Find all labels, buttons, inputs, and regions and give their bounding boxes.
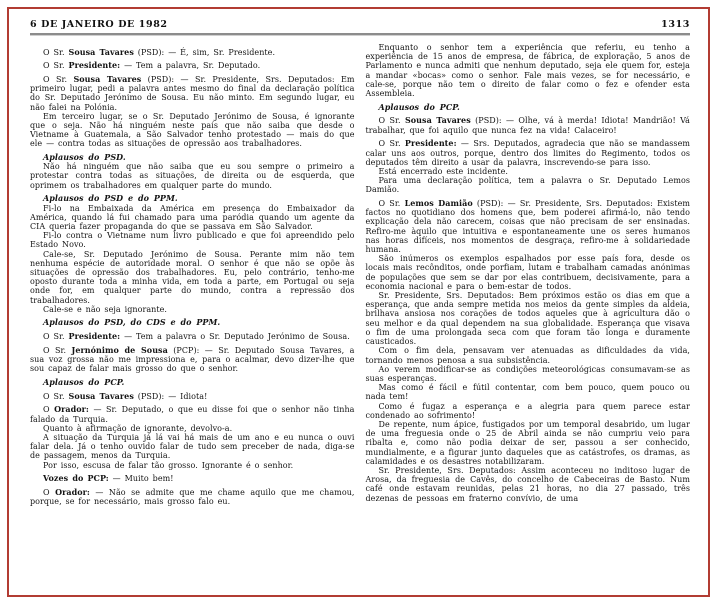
speech-paragraph bbox=[366, 199, 691, 254]
body-paragraph: Não há ninguém que não saiba que eu sou sempre o primeiro a protestar contra todas as situações, de direita ou de esquerda, que oprimem os trabalhadores em qualquer parte do mundo. bbox=[30, 162, 355, 190]
stage-direction-note: Aplausos do PSD e do PPM. bbox=[43, 193, 178, 204]
body-paragraph: Quanto à afirmação de ignorante, devolvo-a. bbox=[43, 423, 233, 433]
body-paragraph: Está encerrado este incidente. bbox=[378, 166, 508, 176]
body-paragraph: De repente, num ápice, fustigados por um temporal desabrido, um lugar de uma freguesia onde o 25 de Abril ainda se não cumpriu veio para ribalta e, como não podia deixar de ser, passou a ser conhecido, mundialmente, e a figurar junto daqueles que as catástrofes, os dramas, as calamidades e os desastres notabilizaram. bbox=[365, 419, 690, 466]
speech-paragraph bbox=[30, 474, 355, 483]
text-columns bbox=[30, 43, 690, 591]
stage-direction-note: Aplausos do PCP. bbox=[43, 377, 125, 387]
speech-lead: O Sr. bbox=[43, 332, 69, 342]
speech-text: (PSD): — Olhe, vá à merda! Idiota! Mandrião! Vá trabalhar, que foi aquilo que nunca fez na vida! Calaceiro! bbox=[365, 116, 690, 135]
speech-paragraph bbox=[30, 405, 355, 423]
speech-lead: O Sr. bbox=[43, 74, 74, 84]
speech-lead: O Sr. bbox=[43, 61, 69, 71]
body-paragraph: Como é fugaz a esperança e a alegria para quem parece estar condenado ao sofrimento! bbox=[365, 401, 690, 420]
stage-direction-note: Aplausos do PCP. bbox=[378, 101, 460, 112]
speech-text: (PSD): — Sr. Presidente, Srs. Deputados: Existem factos no quotidiano dos homens que, bem poderei afirmá-lo, não tendo explicação dela não carecem, coisas que não precisam de ser ensinadas. Refiro-me àquilo que intuitiva e espontaneamente une os seres humanos nas horas difíceis, nos momentos de desgraça, refiro-me à solidariedade humana. bbox=[365, 199, 690, 255]
speech-text: — Não se admite que me chame aquilo que me chamou, porque, se for necessário, mais grosso falo eu. bbox=[30, 488, 355, 507]
speech-text: — Sr. Deputado, o que eu disse foi que o senhor não tinha falado da Turquia. bbox=[30, 405, 355, 424]
body-paragraph: Ao verem modificar-se as condições meteorológicas consumavam-se as suas esperanças. bbox=[365, 364, 690, 383]
speaker-name: Jernónimo de Sousa bbox=[71, 344, 168, 355]
speaker-name: Presidente: bbox=[404, 138, 457, 149]
body-paragraph: A situação da Turquia já lá vai há mais de um ano e eu nunca o ouvi falar dela. Já o tenho ouvido falar de tudo sem preceber de nada, diga-se de passagem, menos da Turquia. bbox=[30, 433, 355, 461]
header-page-number: 1313 bbox=[661, 19, 690, 30]
speaker-name: Sousa Tavares bbox=[73, 73, 142, 84]
speaker-name: Lemos Damião bbox=[404, 198, 473, 209]
body-paragraph: Em terceiro lugar, se o Sr. Deputado Jerónimo de Sousa, é ignorante que o seja. Não há ninguém neste país que não saiba que desde o Vietname à Guatemala, a São Salvador tenho protestado — mais do que ele — contra todas as situações de opressão aos trabalhadores. bbox=[30, 111, 355, 149]
speech-text: (PSD): — Idiota! bbox=[133, 391, 208, 401]
speaker-name: Orador: bbox=[54, 404, 89, 415]
speech-text: — Muito bem! bbox=[108, 474, 174, 484]
speech-text: (PSD): — É, sim, Sr. Presidente. bbox=[133, 47, 276, 57]
speech-paragraph bbox=[30, 392, 355, 401]
speech-text: — Tem a palavra o Sr. Deputado Jerónimo de Sousa. bbox=[120, 332, 350, 342]
body-paragraph: Fi-lo contra o Vietname num livro publicado e que foi apreendido pelo Estado Novo. bbox=[30, 231, 355, 250]
right-column bbox=[366, 43, 691, 591]
speech-lead: O bbox=[43, 488, 56, 498]
speech-paragraph bbox=[30, 48, 355, 57]
body-paragraph: Por isso, escusa de falar tão grosso. Ignorante é o senhor. bbox=[43, 460, 294, 470]
header-date: 6 DE JANEIRO DE 1982 bbox=[30, 19, 168, 30]
header-rule bbox=[30, 33, 690, 36]
stage-direction-note: Aplausos do PSD. bbox=[43, 152, 126, 163]
speaker-name: Presidente: bbox=[68, 60, 121, 71]
body-paragraph: Fi-lo na Embaixada da América em presença do Embaixador da América, quando lá fui chamado para uma paródia quando um agente da CIA queria fazer propaganda do que se passava em São Salvador. bbox=[30, 203, 355, 231]
speaker-name: Sousa Tavares bbox=[68, 46, 134, 57]
speech-paragraph bbox=[30, 61, 355, 70]
body-paragraph: Com o fim dela, pensavam ver atenuadas as dificuldades da vida, tornando menos penosa a sua subsistência. bbox=[365, 346, 690, 365]
speech-text: — Srs. Deputados, agradecia que não se mandassem calar uns aos outros, porque, dentro dos limites do Regimento, todos os deputados têm direito a usar da palavra, inscrevendo-se para isso. bbox=[365, 139, 690, 167]
body-paragraph: Mas como é fácil e fútil contentar, com bem pouco, quem pouco ou nada tem! bbox=[365, 383, 690, 402]
speech-paragraph bbox=[366, 116, 691, 134]
body-paragraph: Sr. Presidente, Srs. Deputados: Assim aconteceu no inditoso lugar de Arosa, da freguesia de Cavês, do concelho de Cabeceiras de Basto. Num café onde estavam reunidas, pelas 21 horas, no dia 27 passado, três dezenas de pessoas em fraterno convívio, de uma bbox=[365, 465, 690, 503]
stage-direction-note: Aplausos do PSD, do CDS e do PPM. bbox=[43, 317, 221, 328]
speech-lead: O Sr. bbox=[378, 116, 405, 126]
speech-paragraph bbox=[30, 75, 355, 112]
speech-lead: O Sr. bbox=[378, 199, 405, 209]
body-paragraph: Sr. Presidente, Srs. Deputados: Bem próximos estão os dias em que a esperança, que anda sempre metida nos meios da gente simples da aldeia, brilhava ansiosa nos corações de todos aqueles que à agricultura dão o seu melhor e da qual dependem na sua globalidade. Esperança que visava o fim de uma prolongada seca com que foram tão longa e duramente causticados. bbox=[365, 291, 690, 347]
speaker-name: Sousa Tavares bbox=[404, 115, 471, 126]
speaker-name: Sousa Tavares bbox=[68, 390, 134, 401]
speech-text: — Tem a palavra, Sr. Deputado. bbox=[120, 61, 261, 71]
speech-lead: O Sr. bbox=[43, 47, 69, 57]
body-paragraph: Cale-se, Sr. Deputado Jerónimo de Sousa. Perante mim não tem nenhuma espécie de autoridade moral. O senhor é que não se opõe às situações de opressão dos trabalhadores. Eu, pelo contrário, tenho-me oposto durante toda a minha vida, em toda a parte, em Portugal ou seja onde for, em qualquer parte do mundo, contra a repressão dos trabalhadores. bbox=[30, 249, 355, 305]
body-paragraph: São inúmeros os exemplos espalhados por esse país fora, desde os locais mais recônditos, onde porfiam, lutam e trabalham camadas anónimas de populações que sem se dar por elas contribuem, decisivamente, para a economia nacional e para o bem-estar de todos. bbox=[365, 254, 690, 291]
speech-lead: O bbox=[43, 405, 55, 415]
body-paragraph: Enquanto o senhor tem a experiência que referiu, eu tenho a experiência de 15 anos de empresa, de fábrica, de exploração, 5 anos de Parlamento e nunca admiti que nenhum deputado, seja ele quem for, esteja a mandar «bocas» como o senhor. Fale mais vezes, se for necessário, e cale-se, porque não tem o direito de falar como o fez e ofender esta Assembleia. bbox=[365, 43, 690, 99]
speech-paragraph bbox=[366, 139, 691, 167]
speech-lead: O Sr. bbox=[43, 391, 69, 401]
body-paragraph: Cale-se e não seja ignorante. bbox=[43, 304, 167, 314]
page-content bbox=[30, 19, 690, 591]
speech-text: (PSD): — Sr. Presidente, Srs. Deputados: Em primeiro lugar, pedi a palavra antes mesmo do final da declaração política do Sr. Deputado Jerónimo de Sousa. Eu não minto. Em segundo lugar, eu não falei na Polónia. bbox=[30, 74, 355, 112]
left-column bbox=[30, 43, 355, 591]
body-paragraph: Para uma declaração política, tem a palavra o Sr. Deputado Lemos Damião. bbox=[365, 176, 690, 195]
speech-lead: O Sr. bbox=[43, 345, 72, 355]
speaker-name: Orador: bbox=[55, 487, 90, 498]
speech-paragraph bbox=[30, 332, 355, 341]
speech-paragraph bbox=[30, 488, 355, 506]
speech-paragraph bbox=[30, 346, 355, 374]
speech-lead: O Sr. bbox=[378, 139, 405, 149]
speaker-name: Vozes do PCP: bbox=[43, 473, 109, 484]
page-header bbox=[30, 19, 690, 30]
speaker-name: Presidente: bbox=[68, 331, 121, 342]
speech-text: (PCP): — Sr. Deputado Sousa Tavares, a sua voz grossa não me impressiona e, para o acalmar, devo dizer-lhe que sou capaz de falar mais grosso do que o senhor. bbox=[30, 345, 355, 374]
